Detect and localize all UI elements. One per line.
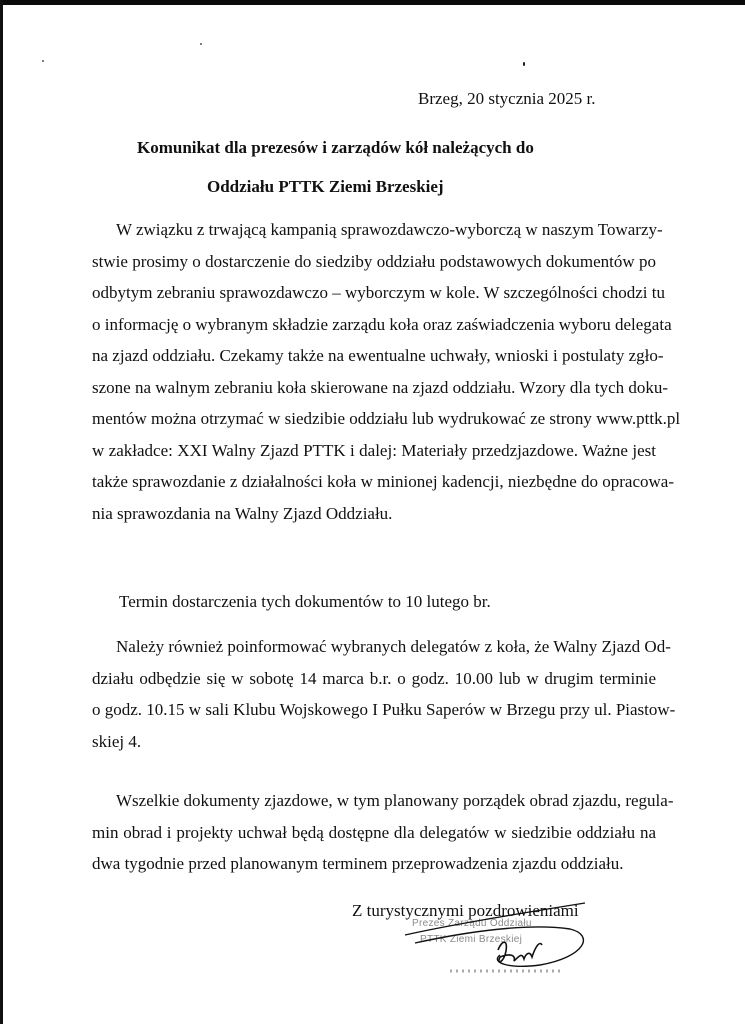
stamp-line-1: Prezes Zarządu Oddziału [412, 918, 532, 929]
text-line: o godz. 10.15 w sali Klubu Wojskowego I Pułku Saperów w Brzegu przy ul. Piastow- [92, 700, 676, 719]
text-line: także sprawozdanie z działalności koła w minionej kadencji, niezbędne do opracowa- [92, 472, 675, 491]
text-line: Termin dostarczenia tych dokumentów to 10 lutego br. [119, 592, 491, 611]
paragraph-documents [92, 785, 674, 880]
text-line: nia sprawozdania na Walny Zjazd Oddziału. [92, 503, 393, 523]
text-line: min obrad i projekty uchwał będą dostępne dla delegatów w siedzibie oddziału na [92, 822, 656, 842]
title-line-1: Komunikat dla prezesów i zarządów kół należących do [137, 138, 534, 157]
paragraph-1 [92, 214, 681, 529]
title-line-2: Oddziału PTTK Ziemi Brzeskiej [207, 177, 444, 196]
text-line: stwie prosimy o dostarczenie do siedziby oddziału podstawowych dokumentów po [92, 251, 656, 271]
text-line: W związku z trwającą kampanią sprawozdawczo-wyborczą w naszym Towarzy- [116, 220, 663, 239]
text-line: w zakładce: XXI Walny Zjazd PTTK i dalej: Materiały przedzjazdowe. Ważne jest [92, 440, 656, 460]
text-line: mentów można otrzymać w siedzibie oddziału lub wydrukować ze strony www.pttk.pl [92, 409, 681, 428]
stamp-line-2: PTTK Ziemi Brzeskiej [420, 934, 523, 945]
place-date: Brzeg, 20 stycznia 2025 r. [418, 89, 596, 108]
text-line: skiej 4. [92, 731, 142, 751]
text-line: Należy również poinformować wybranych delegatów z koła, że Walny Zjazd Od- [116, 637, 671, 656]
text-line: Wszelkie dokumenty zjazdowe, w tym planowany porządek obrad zjazdu, regula- [116, 791, 674, 810]
paragraph-meeting [92, 631, 676, 757]
text-line: działu odbędzie się w sobotę 14 marca b.r. o godz. 10.00 lub w drugim terminie [92, 668, 656, 688]
text-line: na zjazd oddziału. Czekamy także na ewentualne uchwały, wnioski i postulaty zgło- [92, 346, 664, 365]
text-line: szone na walnym zebraniu koła skierowane na zjazd oddziału. Wzory dla tych doku- [92, 377, 669, 397]
closing-greeting: Z turystycznymi pozdrowieniami [352, 901, 579, 920]
text-line: dwa tygodnie przed planowanym terminem przeprowadzenia zjazdu oddziału. [92, 854, 624, 873]
paragraph-deadline [92, 586, 656, 618]
signature-icon [380, 895, 610, 985]
text-line: odbytym zebraniu sprawozdawczo – wyborczym w kole. W szczególności chodzi tu [92, 283, 665, 302]
text-line: o informację o wybranym składzie zarządu koła oraz zaświadczenia wyboru delegata [92, 314, 672, 334]
